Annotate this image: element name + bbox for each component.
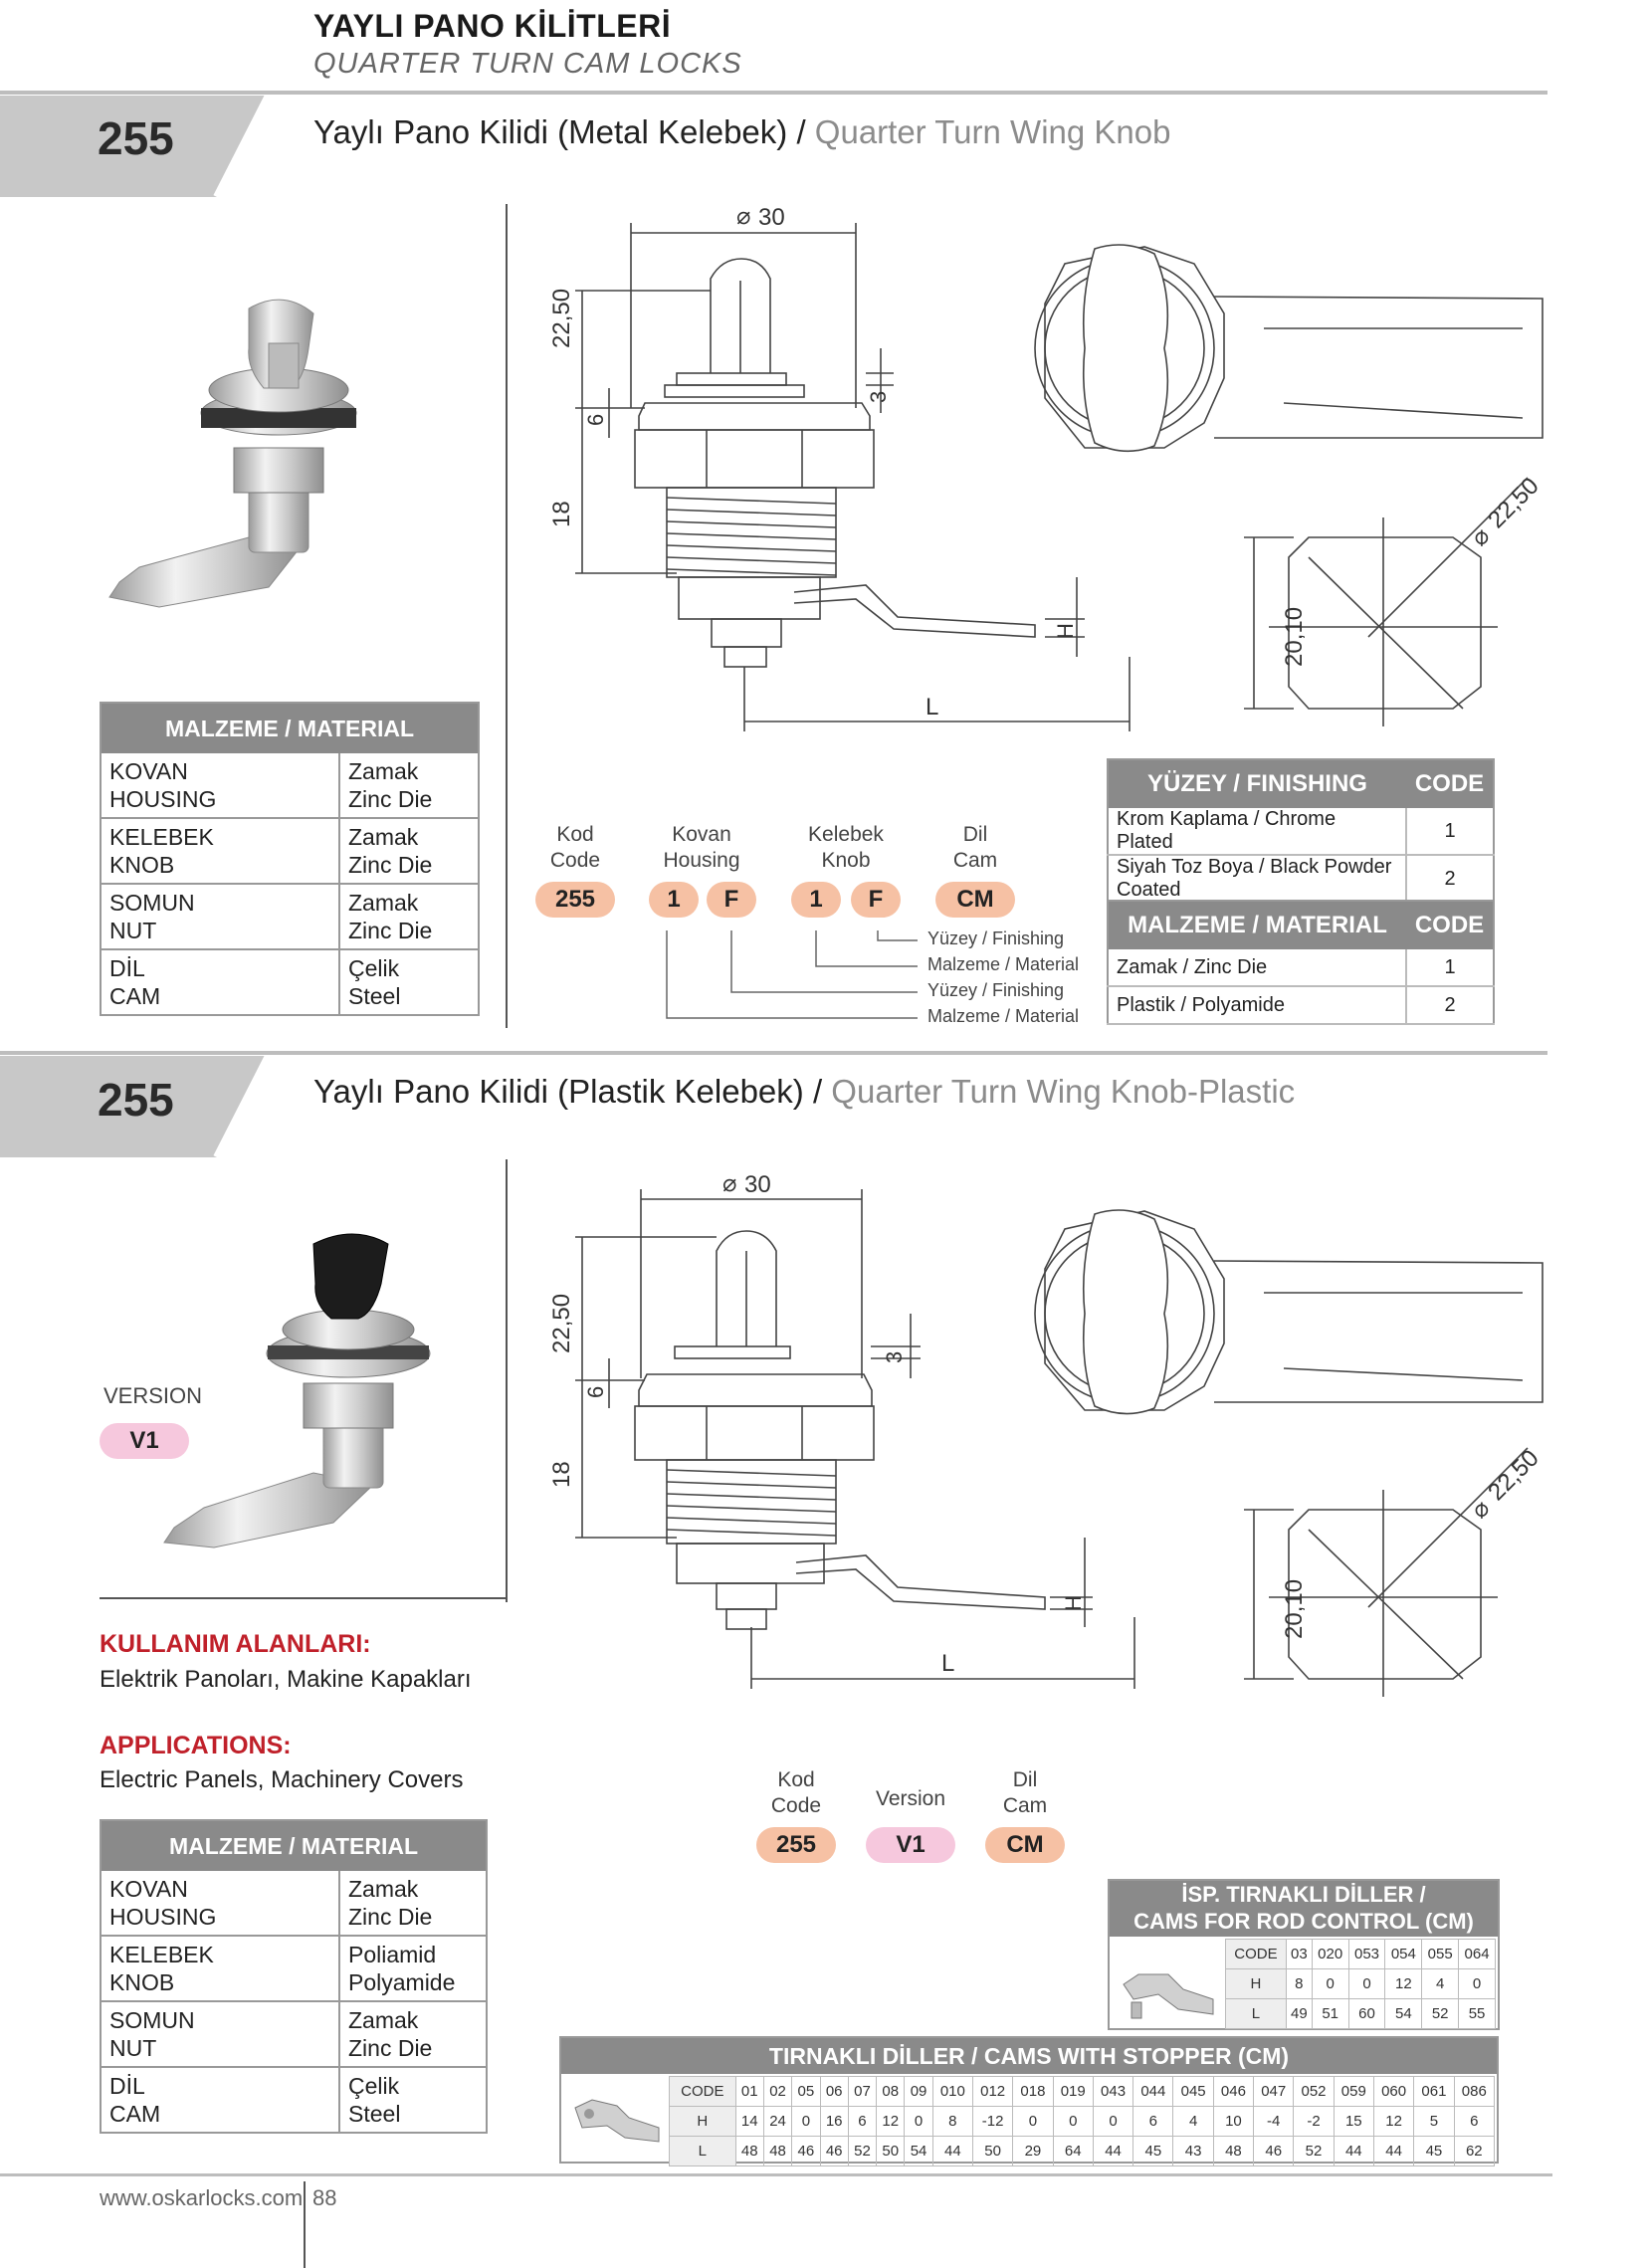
table-cell: 16 <box>820 2107 848 2137</box>
dim-diameter-22-50: 22,50 <box>1483 472 1544 534</box>
table-cell: 44 <box>1334 2137 1373 2166</box>
dim-3: 3 <box>882 1350 907 1363</box>
table-cell: 06 <box>820 2077 848 2107</box>
dim-18: 18 <box>548 501 575 527</box>
row-label: L <box>670 2137 736 2166</box>
table-cell: 6 <box>1454 2107 1494 2137</box>
stopper-data-table <box>669 2076 1495 2166</box>
code-pill-cam: CM <box>985 1827 1065 1863</box>
table-cell: 48 <box>735 2137 763 2166</box>
table-row <box>670 2077 1495 2107</box>
code-pill-knob-finish: F <box>851 882 901 918</box>
rod-data-table: CODE 03 020 053 054 055 064 H 8 0 0 12 4 0 L 49 51 60 54 52 55 <box>1225 1939 1496 2029</box>
table-cell: 46 <box>1254 2137 1294 2166</box>
table-cell: 6 <box>1133 2107 1173 2137</box>
code-pill-knob-material: 1 <box>791 882 841 918</box>
section1-title-tr: Yaylı Pano Kilidi (Metal Kelebek) <box>313 113 788 150</box>
table-cell: 086 <box>1454 2077 1494 2107</box>
table-cell: 62 <box>1454 2137 1494 2166</box>
table-row: KOVAN HOUSING Zamak Zinc Die <box>101 753 479 818</box>
section2-title <box>313 1073 1295 1111</box>
table-cell: 01 <box>735 2077 763 2107</box>
technical-drawing-1 <box>527 199 1552 736</box>
code-pill-housing-material: 1 <box>649 882 699 918</box>
table-cell: 44 <box>1093 2137 1132 2166</box>
table-cell: -2 <box>1294 2107 1334 2137</box>
catalog-title: YAYLI PANO KİLİTLERİ <box>313 8 672 44</box>
code-legend-lines <box>647 921 935 1030</box>
svg-text:⌀: ⌀ <box>1466 521 1496 552</box>
dim-20-10: 20,10 <box>1281 606 1308 667</box>
code-label-kovan: Kovan Housing <box>663 823 740 872</box>
table-row: Siyah Toz Boya / Black Powder Coated 2 <box>1108 855 1494 903</box>
material-table-header: MALZEME / MATERIAL <box>101 1820 487 1871</box>
table-cell: 44 <box>932 2137 972 2166</box>
table-row: KELEBEK KNOB Zamak Zinc Die <box>101 818 479 884</box>
table-cell: 12 <box>1373 2107 1413 2137</box>
table-cell: 044 <box>1133 2077 1173 2107</box>
section1-divider <box>506 204 508 1028</box>
table-cell: 6 <box>848 2107 876 2137</box>
table-row: Plastik / Polyamide 2 <box>1108 986 1494 1024</box>
table-cell: 12 <box>877 2107 905 2137</box>
table-cell: 45 <box>1414 2137 1454 2166</box>
section2-divider <box>506 1159 508 1602</box>
legend-knob-material: Malzeme / Material <box>927 954 1080 974</box>
finishing-table: YÜZEY / FINISHING CODE Krom Kaplama / Chrome Plated 1 Siyah Toz Boya / Black Powder Coated 2 <box>1107 758 1495 904</box>
table-cell: 24 <box>763 2107 791 2137</box>
table-row: KELEBEK KNOB Poliamid Polyamide <box>101 1936 487 2001</box>
catalog-subtitle: QUARTER TURN CAM LOCKS <box>313 48 742 80</box>
dim-L: L <box>941 1650 955 1677</box>
applications-text: Electric Panels, Machinery Covers <box>100 1766 464 1793</box>
table-cell: 060 <box>1373 2077 1413 2107</box>
table-cell: 64 <box>1053 2137 1093 2166</box>
table-cell: 07 <box>848 2077 876 2107</box>
dim-H: H <box>1061 1595 1086 1611</box>
table-cell: 29 <box>1013 2137 1053 2166</box>
table-cell: 8 <box>932 2107 972 2137</box>
svg-text:⌀: ⌀ <box>736 203 751 230</box>
table-cell: 0 <box>1053 2107 1093 2137</box>
section1-title-en: Quarter Turn Wing Knob <box>814 113 1171 150</box>
footer-rule <box>0 2173 1552 2176</box>
table-cell: 14 <box>735 2107 763 2137</box>
table-cell: 50 <box>877 2137 905 2166</box>
code-pill-255: 255 <box>535 882 615 918</box>
section1-material-table <box>100 702 480 1016</box>
material-table-header: MALZEME / MATERIAL <box>101 703 479 753</box>
section1-code: 255 <box>98 112 174 164</box>
section2-photo-divider <box>100 1597 508 1599</box>
table-row: SOMUN NUT Zamak Zinc Die <box>101 2001 487 2067</box>
legend-knob-finishing: Yüzey / Finishing <box>927 928 1065 948</box>
table-row: KOVAN HOUSING Zamak Zinc Die <box>101 1871 487 1936</box>
code-label-kelebek: Kelebek Knob <box>808 823 884 872</box>
table-row <box>670 2107 1495 2137</box>
table-cell: -4 <box>1254 2107 1294 2137</box>
code-label-dil: Dil Cam <box>952 823 998 872</box>
table-cell: 10 <box>1213 2107 1253 2137</box>
code-label-kod: Kod Code <box>549 823 601 872</box>
dim-22-50: 22,50 <box>548 288 575 348</box>
product-photo-plastic-knob <box>159 1224 488 1552</box>
section2-title-separator: / <box>803 1073 832 1110</box>
table-row: Krom Kaplama / Chrome Plated 1 <box>1108 808 1494 855</box>
table-cell: 047 <box>1254 2077 1294 2107</box>
dim-diameter-30: 30 <box>744 1171 771 1198</box>
rod-table-header: İSP. TIRNAKLI DİLLER / CAMS FOR ROD CONTROL (CM) <box>1110 1881 1498 1937</box>
dim-diameter-30: 30 <box>758 204 785 231</box>
stopper-cam-image <box>567 2078 667 2158</box>
table-cell: 05 <box>792 2077 820 2107</box>
material-code-table: MALZEME / MATERIAL CODE Zamak / Zinc Die 1 Plastik / Polyamide 2 <box>1107 900 1495 1025</box>
section2-title-tr: Yaylı Pano Kilidi (Plastik Kelebek) <box>313 1073 804 1110</box>
table-cell: 019 <box>1053 2077 1093 2107</box>
table-row: Zamak / Zinc Die 1 <box>1108 949 1494 986</box>
table-cell: 08 <box>877 2077 905 2107</box>
table-cell: 043 <box>1093 2077 1132 2107</box>
legend-housing-material: Malzeme / Material <box>927 1006 1080 1026</box>
table-cell: 0 <box>1093 2107 1132 2137</box>
table-cell: 48 <box>763 2137 791 2166</box>
table-cell: 0 <box>792 2107 820 2137</box>
dim-6: 6 <box>583 413 608 426</box>
dim-L: L <box>926 694 939 721</box>
page-number: 88 <box>312 2185 337 2210</box>
table-cell: 09 <box>905 2077 932 2107</box>
table-cell: 010 <box>932 2077 972 2107</box>
table-row: DİL CAM Çelik Steel <box>101 949 479 1015</box>
table-cell: 5 <box>1414 2107 1454 2137</box>
table-cell: 045 <box>1173 2077 1213 2107</box>
table-cell: 046 <box>1213 2077 1253 2107</box>
version-label: VERSION <box>103 1383 203 1408</box>
section1-title-separator: / <box>787 113 815 150</box>
version-pill: V1 <box>100 1423 189 1459</box>
code-pill-version: V1 <box>866 1827 955 1863</box>
table-cell: 44 <box>1373 2137 1413 2166</box>
table-cell: 059 <box>1334 2077 1373 2107</box>
dim-H: H <box>1053 623 1078 639</box>
table-cell: 012 <box>973 2077 1013 2107</box>
footer-url[interactable]: www.oskarlocks.com <box>100 2185 304 2210</box>
dim-6: 6 <box>583 1385 608 1398</box>
table-cell: 02 <box>763 2077 791 2107</box>
table-cell: 061 <box>1414 2077 1454 2107</box>
usage-heading: KULLANIM ALANLARI: <box>100 1630 371 1658</box>
usage-text: Elektrik Panoları, Makine Kapakları <box>100 1666 472 1693</box>
table-cell: 54 <box>905 2137 932 2166</box>
code-pill-housing-finish: F <box>707 882 756 918</box>
code-pill-cam: CM <box>935 882 1015 918</box>
code-label-version: Version <box>875 1787 946 1810</box>
table-cell: 52 <box>848 2137 876 2166</box>
dim-22-50: 22,50 <box>548 1293 575 1353</box>
table-cell: -12 <box>973 2107 1013 2137</box>
code-label-kod: Kod Code <box>770 1768 822 1817</box>
dim-18: 18 <box>548 1461 575 1488</box>
table-row: DİL CAM Çelik Steel <box>101 2067 487 2133</box>
row-label: CODE <box>670 2077 736 2107</box>
dim-3: 3 <box>866 390 891 403</box>
table-cell: 52 <box>1294 2137 1334 2166</box>
table-cell: 052 <box>1294 2077 1334 2107</box>
table-cell: 45 <box>1133 2137 1173 2166</box>
svg-text:⌀: ⌀ <box>1466 1494 1496 1525</box>
section2-code: 255 <box>98 1074 174 1126</box>
table-cell: 43 <box>1173 2137 1213 2166</box>
table-cell: 50 <box>973 2137 1013 2166</box>
rod-control-table <box>1108 1879 1500 2030</box>
applications-heading: APPLICATIONS: <box>100 1732 292 1759</box>
svg-text:⌀: ⌀ <box>722 1170 737 1197</box>
table-cell: 46 <box>820 2137 848 2166</box>
dim-diameter-22-50: 22,50 <box>1483 1444 1544 1507</box>
table-cell: 4 <box>1173 2107 1213 2137</box>
section2-material-table <box>100 1819 488 2134</box>
dim-20-10: 20,10 <box>1281 1578 1308 1639</box>
row-label: H <box>670 2107 736 2137</box>
table-cell: 0 <box>1013 2107 1053 2137</box>
technical-drawing-2 <box>527 1159 1552 1697</box>
stopper-table <box>559 2036 1499 2164</box>
table-cell: 15 <box>1334 2107 1373 2137</box>
rod-cam-image <box>1114 1945 1223 2024</box>
footer-divider <box>304 2181 306 2268</box>
table-cell: 0 <box>905 2107 932 2137</box>
stopper-table-header: TIRNAKLI DİLLER / CAMS WITH STOPPER (CM) <box>561 2038 1497 2074</box>
table-cell: 46 <box>792 2137 820 2166</box>
table-row <box>670 2137 1495 2166</box>
code-label-dil: Dil Cam <box>1002 1768 1048 1817</box>
section2-title-en: Quarter Turn Wing Knob-Plastic <box>831 1073 1296 1110</box>
code-pill-255: 255 <box>756 1827 836 1863</box>
table-cell: 018 <box>1013 2077 1053 2107</box>
legend-housing-finishing: Yüzey / Finishing <box>927 980 1065 1000</box>
product-photo-metal-knob <box>100 289 418 617</box>
table-cell: 48 <box>1213 2137 1253 2166</box>
section1-title <box>313 113 1170 151</box>
table-row: SOMUN NUT Zamak Zinc Die <box>101 884 479 949</box>
